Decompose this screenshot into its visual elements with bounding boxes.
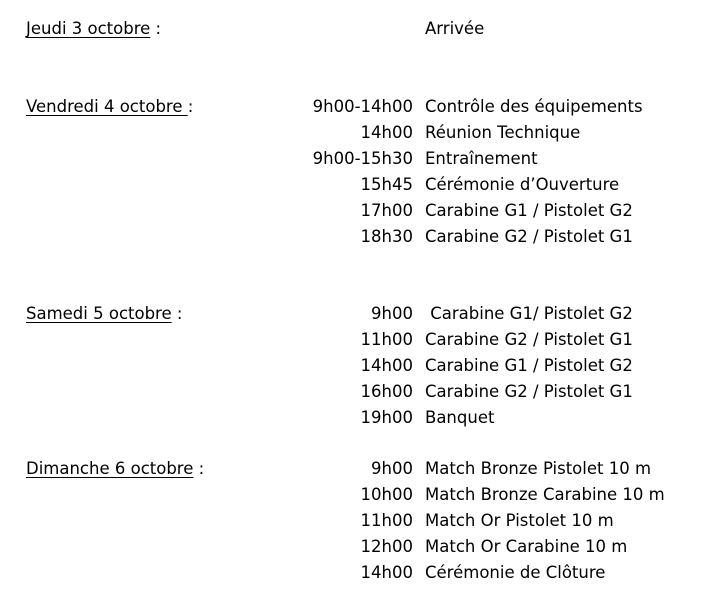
- event-title: Match Or Pistolet 10 m: [425, 511, 614, 530]
- event-time: 14h00: [360, 123, 413, 142]
- day-name: Dimanche 6 octobre: [26, 459, 194, 478]
- event-title: Match Or Carabine 10 m: [425, 537, 628, 556]
- event-time: 9h00-14h00: [312, 97, 413, 116]
- event-time: 11h00: [360, 511, 413, 530]
- day-suffix: :: [187, 97, 194, 116]
- event-time: 17h00: [360, 201, 413, 220]
- event-time: 11h00: [360, 330, 413, 349]
- day-suffix: :: [193, 459, 205, 478]
- day-name: Samedi 5 octobre: [26, 304, 172, 323]
- event-time: 9h00-15h30: [312, 149, 413, 168]
- day-suffix: :: [171, 304, 183, 323]
- event-time: 14h00: [360, 356, 413, 375]
- day-label-dimanche: [26, 459, 204, 478]
- event-title: Entraînement: [425, 149, 538, 168]
- event-title: Réunion Technique: [425, 123, 581, 142]
- event-time: 14h00: [360, 563, 413, 582]
- event-title: Cérémonie de Clôture: [425, 563, 606, 582]
- event-title: Banquet: [425, 408, 495, 427]
- event-title: Cérémonie d’Ouverture: [425, 175, 620, 194]
- day-label-samedi: [26, 304, 182, 323]
- event-time: 9h00: [371, 304, 413, 323]
- event-time: 15h45: [360, 175, 413, 194]
- event-title: Contrôle des équipements: [425, 97, 643, 116]
- event-title: Carabine G1 / Pistolet G2: [425, 356, 633, 375]
- event-title: Carabine G2 / Pistolet G1: [425, 227, 633, 246]
- day-label-jeudi: [26, 19, 161, 38]
- event-title: Match Bronze Pistolet 10 m: [425, 459, 652, 478]
- event-title: Carabine G2 / Pistolet G1: [425, 330, 633, 349]
- event-title: Arrivée: [425, 19, 485, 38]
- event-title: Carabine G1 / Pistolet G2: [425, 201, 633, 220]
- event-time: 10h00: [360, 485, 413, 504]
- day-label-vendredi: [26, 97, 193, 116]
- event-time: 18h30: [360, 227, 413, 246]
- day-suffix: :: [150, 19, 162, 38]
- event-title: Carabine G1/ Pistolet G2: [425, 304, 633, 323]
- event-title: Carabine G2 / Pistolet G1: [425, 382, 633, 401]
- event-time: 16h00: [360, 382, 413, 401]
- event-time: 12h00: [360, 537, 413, 556]
- day-name: Vendredi 4 octobre: [26, 97, 188, 116]
- day-name: Jeudi 3 octobre: [26, 19, 151, 38]
- event-title: Match Bronze Carabine 10 m: [425, 485, 665, 504]
- event-time: 9h00: [371, 459, 413, 478]
- event-time: 19h00: [360, 408, 413, 427]
